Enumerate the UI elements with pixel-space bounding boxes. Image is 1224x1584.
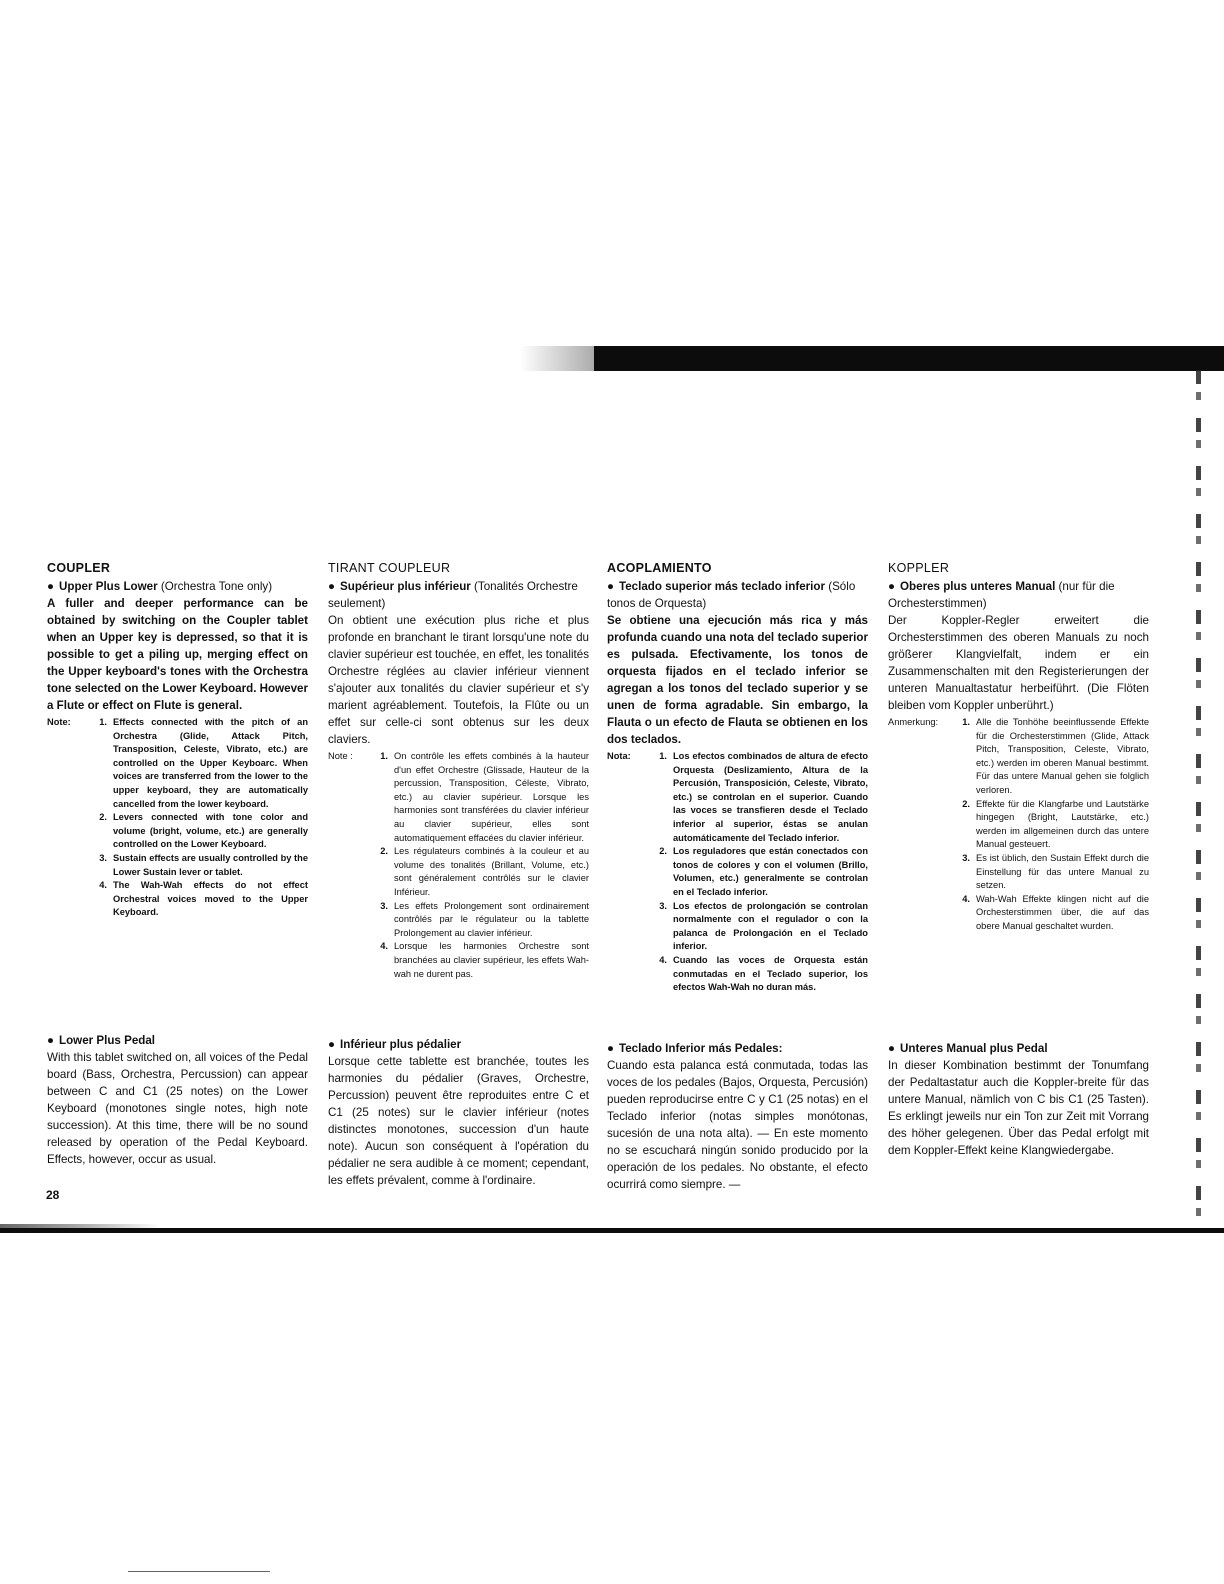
subheading-title: Supérieur plus inférieur [340,580,471,593]
right-edge-scan-artifact [1196,370,1201,1230]
subheading [888,1040,1149,1057]
note-number: 1. [380,751,388,761]
bottom-black-rule [0,1228,1224,1233]
note-item [47,852,308,879]
subheading [888,578,1149,612]
note-number: 3. [659,900,667,911]
note-text: Es ist üblich, den Sustain Effekt durch die Einstellung für das untere Manual zu setzen. [976,852,1149,891]
lower-plus-pedal-german [888,1040,1149,1159]
subheading-title: Inférieur plus pédalier [340,1038,462,1051]
bullet-icon: ● [607,1042,615,1055]
note-text: Les effets Prolongement sont ordinairement contrôlés par le régulateur ou la tablette Prolongement au clavier inférieur. [394,900,589,938]
column-heading: KOPPLER [888,561,950,575]
column-spanish [607,560,868,995]
subheading [47,578,308,595]
note-item [47,811,308,852]
subheading [607,1040,868,1057]
subheading-title: Teclado superior más teclado inferior [619,580,825,593]
subheading-title: Teclado Inferior más Pedales: [619,1042,783,1055]
note-item [47,879,308,920]
subheading-title: Upper Plus Lower [59,580,158,593]
note-item [328,750,589,845]
bullet-icon: ● [607,580,615,593]
note-text: On contrôle les effets combinés à la hauteur d'un effet Orchestre (Glissade, Hauteur de la percussion, Transposition, Céleste, Vibrato, etc.) au clavier supérieur. Lorsque les harmonies sont transférées du clavier inférieur au clavier supérieur, elles sont automatiquement effacées du clavier inférieur. [394,751,589,843]
note-text: Los efectos de prolongación se controlan normalmente con el regulador o con la palanca de Prolongación en el Teclado inferior. [673,900,868,952]
top-black-band [594,346,1224,371]
subheading-rest: (nur für die Orchesterstimmen) [888,580,1115,610]
note-text: Los efectos combinados de altura de efecto Orquesta (Deslizamiento, Altura de la Percusión, Transposición, Celeste, Vibrato, etc.) se controlan en el superior. Cuando las voces se transfieren desde el Teclado inferior al superior, éstas se anulan automáticamente del Teclado inferior. [673,751,868,843]
note-list [328,750,589,981]
note-item [888,852,1149,893]
page-number: 28 [46,1188,60,1202]
subheading-rest: (Orchestra Tone only) [160,580,273,593]
note-label: Note : [328,751,353,761]
note-list [607,750,868,995]
body-paragraph: A fuller and deeper performance can be obtained by switching on the Coupler tablet when an Upper key is depressed, so that it is possible to get a piling up, merging effect on the Upper keyboard's tones with the Orchestra tone selected on the Lower Keyboard. However a Flute or effect on Flute is general. [47,597,308,712]
lower-plus-pedal-english [47,1032,308,1168]
bullet-icon: ● [47,1034,55,1047]
body-paragraph: Der Koppler-Regler erweitert die Orchesterstimmen des oberen Manuals zu noch größerer Klangvielfalt, indem er ein Zusammenschalten mit den Registerierungen der unteren Manualtastatur herbeiführt. (Die Flöten bleiben vom Koppler unberührt.) [888,614,1149,712]
lower-plus-pedal-spanish [607,1040,868,1193]
note-text: Levers connected with tone color and volume (bright, volume, etc.) are generally controlled on the Lower Keyboard. [113,812,308,850]
subheading-title: Unteres Manual plus Pedal [900,1042,1048,1055]
subheading [47,1032,308,1049]
note-item [328,940,589,981]
note-number: 4. [99,880,107,891]
note-list [888,716,1149,934]
note-text: Cuando las voces de Orquesta están conmutadas en el Teclado superior, los efectos Wah-Wah no duran más. [673,954,868,993]
column-french [328,560,589,981]
note-number: 2. [99,812,107,823]
bullet-icon: ● [47,580,55,593]
note-label: Note: [47,717,71,727]
note-text: The Wah-Wah effects do not effect Orchestral voices moved to the Upper Keyboard. [113,880,308,918]
note-label: Nota: [607,751,631,761]
note-number: 4. [380,941,388,952]
note-text: Effekte für die Klangfarbe und Lautstärke hingegen (Bright, Lautstärke, etc.) werden im allgemeinen durch das untere Manual gesteuert. [976,798,1149,850]
body-paragraph: In dieser Kombination bestimmt der Tonumfang der Pedaltastatur auch die Koppler-breite für das untere Manual, nämlich von C bis C1 (25 Tasten). Es erklingt jeweils nur ein Ton zur Zeit mit Vorrang des höher gelegenen. Über das Pedal erfolgt mit dem Koppler-Effekt keine Klangwiedergabe. [888,1059,1149,1157]
column-heading: ACOPLAMIENTO [607,561,712,575]
note-item [888,893,1149,934]
bullet-icon: ● [888,1042,896,1055]
note-label: Anmerkung: [888,717,939,727]
note-number: 2. [659,846,667,857]
note-item [888,716,1149,798]
note-list [47,716,308,920]
subheading [328,1036,589,1053]
bullet-icon: ● [328,580,336,593]
body-paragraph: Se obtiene una ejecución más rica y más profunda cuando una nota del teclado superior es pulsada. Efectivamente, los tonos de orquesta fijados en el teclado inferior se agregan a los tonos del teclado superior y se unen de forma agradable. Sin embargo, la Flauta o un efecto de Flauta se obtienen en los dos teclados. [607,614,868,746]
note-text: Sustain effects are usually controlled by the Lower Sustain lever or tablet. [113,852,308,877]
subheading-rest: (Tonalités Orchestre seulement) [328,580,578,610]
subheading [328,578,589,612]
note-number: 3. [962,852,970,863]
note-item [607,900,868,954]
body-paragraph: Lorsque cette tablette est branchée, toutes les harmonies du pédalier (Graves, Orchestre, Percussion) peuvent être reproduites entre C et C1 (25 notes) sur le clavier inférieur (notes distinctes monotones, succession d'un haute note). Aucun son conséquent à l'opération du pédalier ne sera audible à ce moment; cependant, les effets prévalent, comme à l'ordinaire. [328,1055,589,1187]
note-text: Effects connected with the pitch of an Orchestra (Glide, Attack Pitch, Transposition, Celeste, Vibrato, etc.) are controlled on the Upper Keyboarc. When voices are transferred from the lower to the upper keyboard, they are automatically cancelled from the lower keyboard. [113,717,308,809]
note-item [607,845,868,899]
note-number: 1. [962,717,970,727]
note-text: Lorsque les harmonies Orchestre sont branchées au clavier supérieur, les effets Wah-wah ne durent pas. [394,941,589,979]
note-text: Alle die Tonhöhe beeinflussende Effekte für die Orchesterstimmen (Glide, Attack Pitch, Transposition, Celeste, Vibrato, etc.) werden im oberen Manual bestimmt. Für das untere Manual gehen sie folglich verloren. [976,717,1149,795]
subheading [607,578,868,612]
note-item [328,900,589,941]
lower-plus-pedal-french [328,1036,589,1189]
note-number: 4. [962,893,970,904]
note-number: 3. [380,900,388,911]
body-paragraph: On obtient une exécution plus riche et plus profonde en branchant le tirant lorsqu'une note du clavier supérieur est touchée, en effet, les tonalités Orchestre réglées au clavier inférieur viennent s'ajouter aux tonalités du clavier supérieur et s'y marient agréablement. Toutefois, la Flûte ou un effet sur celle-ci sont obtenus sur les deux claviers. [328,614,589,746]
body-paragraph: With this tablet switched on, all voices of the Pedal board (Bass, Orchestra, Percussion) can appear between C and C1 (25 notes) on the Lower Keyboard (monotones single notes, high note succession). At this time, there will be no sound released by operation of the Pedal Keyboard. Effects, however, occur as usual. [47,1051,308,1166]
column-english [47,560,308,920]
column-german [888,560,1149,934]
note-text: Wah-Wah Effekte klingen nicht auf die Orchesterstimmen über, die auf das obere Manual geschaltet wurden. [976,893,1149,931]
note-number: 3. [99,852,107,863]
column-heading: COUPLER [47,561,111,575]
column-heading: TIRANT COUPLEUR [328,561,451,575]
subheading-title: Lower Plus Pedal [59,1034,156,1047]
note-number: 2. [962,798,970,809]
bullet-icon: ● [328,1038,336,1051]
note-number: 1. [659,751,667,761]
bullet-icon: ● [888,580,896,593]
subheading-title: Oberes plus unteres Manual [900,580,1056,593]
note-item [888,798,1149,852]
note-text: Les régulateurs combinés à la couleur et au volume des tonalités (Brillant, Volume, etc.) sont généralement contrôlés sur le clavier Inférieur. [394,846,589,897]
subheading-rest: (Sólo tonos de Orquesta) [607,580,856,610]
note-text: Los reguladores que están conectados con tonos de colores y con el volumen (Brillo, Volumen, etc.) generalmente se controlan en el Teclado inferior. [673,846,868,897]
note-item [47,716,308,811]
note-item [607,750,868,845]
body-paragraph: Cuando esta palanca está conmutada, todas las voces de los pedales (Bajos, Orquesta, Percusión) pueden reproducirse entre C y C1 (25 notas) en el Teclado inferior (notas simples monótonas, sucesión de una nota alta). — En este momento no se escuchará ningún sonido producido por la operación de los pedales. No obstante, el efecto ocurrirá como siempre. — [607,1059,868,1191]
note-number: 1. [99,717,107,727]
note-number: 4. [659,954,667,965]
note-item [328,845,589,899]
note-number: 2. [380,846,388,857]
note-item [607,954,868,995]
footer-link-underline [128,1571,270,1572]
